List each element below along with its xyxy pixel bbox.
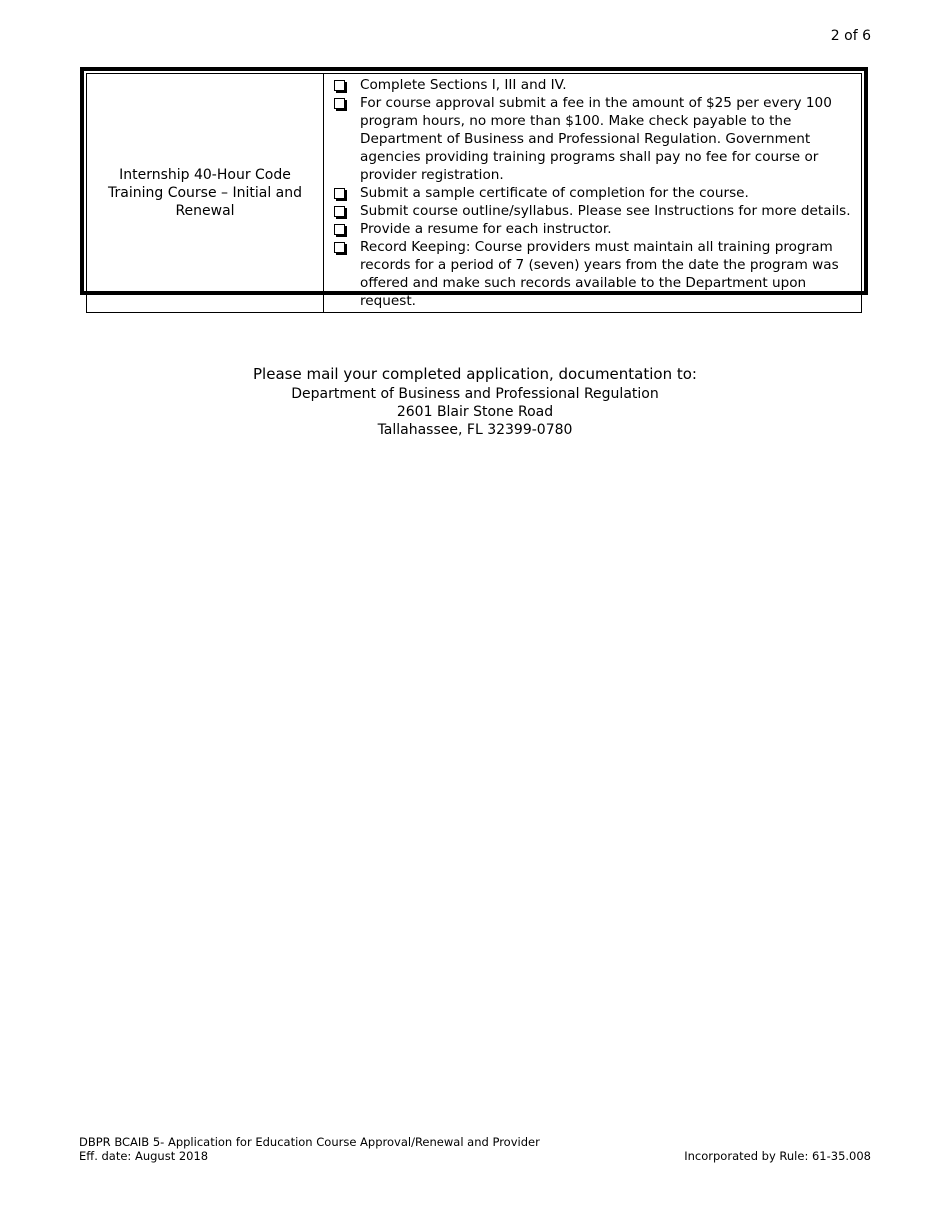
mailing-address-line: 2601 Blair Stone Road [396, 404, 554, 420]
checkbox-icon [334, 188, 345, 199]
checklist-item-text: Record Keeping: Course providers must maintain all training program records for a period of 7 (seven) years from the date the program was offered and make such records available to the Department upon request. [360, 239, 839, 309]
requirements-table-grid [86, 73, 862, 313]
requirements-table [80, 67, 868, 309]
footer-form-info [79, 1135, 540, 1163]
checklist-item [332, 220, 857, 238]
checkbox-icon [334, 98, 345, 109]
mailing-instructions [0, 365, 950, 439]
checkbox-icon [334, 242, 345, 253]
checklist-item [332, 184, 857, 202]
checkbox-icon [334, 206, 345, 217]
mailing-address-line: Department of Business and Professional Regulation [291, 386, 659, 402]
checklist-item-text: Submit course outline/syllabus. Please see Instructions for more details. [360, 203, 851, 219]
checklist-item [332, 202, 857, 220]
checklist-item-text: Provide a resume for each instructor. [360, 221, 612, 237]
course-name: Internship 40-Hour Code Training Course – Initial and Renewal [108, 167, 302, 219]
checklist-item-text: For course approval submit a fee in the amount of $25 per every 100 program hours, no more than $100. Make check payable to the Department of Business and Professional Regulation. Government agencies providing training programs shall pay no fee for course or provider registration. [360, 95, 832, 183]
mailing-heading: Please mail your completed application, documentation to: [253, 365, 697, 383]
course-name-cell [87, 74, 324, 313]
table-row [87, 74, 862, 313]
requirements-cell [324, 74, 862, 313]
mailing-address-line: Tallahassee, FL 32399-0780 [377, 422, 573, 438]
footer-rule: Incorporated by Rule: 61-35.008 [684, 1149, 871, 1163]
footer-effective-date: Eff. date: August 2018 [79, 1149, 209, 1163]
checkbox-icon [334, 80, 345, 91]
requirements-checklist [332, 76, 857, 310]
checklist-item [332, 94, 857, 184]
checklist-item [332, 238, 857, 310]
footer-form-title: DBPR BCAIB 5- Application for Education Course Approval/Renewal and Provider [79, 1135, 540, 1149]
checkbox-icon [334, 224, 345, 235]
checklist-item-text: Submit a sample certificate of completion for the course. [360, 185, 749, 201]
checklist-item-text: Complete Sections I, III and IV. [360, 77, 567, 93]
checklist-item [332, 76, 857, 94]
page-number: 2 of 6 [830, 28, 871, 44]
